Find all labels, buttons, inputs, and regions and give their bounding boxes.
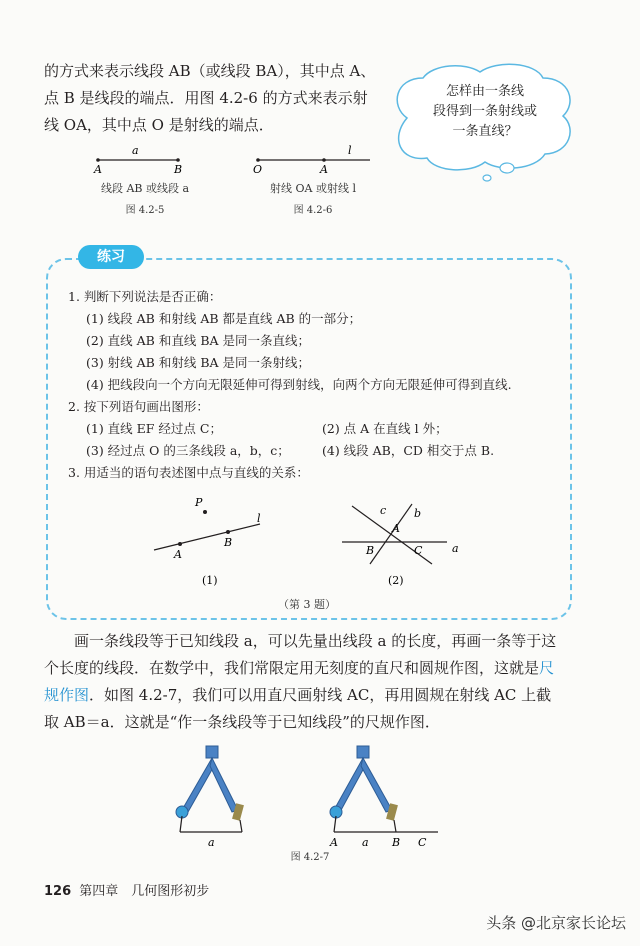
segment-point-A: A <box>94 163 102 176</box>
q1-item-1: (1) 线段 AB 和射线 AB 都是直线 AB 的一部分； <box>86 311 362 326</box>
fig1-P: P <box>195 496 203 509</box>
intro-line-1: 的方式来表示线段 AB（或线段 BA），其中点 A、 <box>44 62 376 80</box>
compass-figure-number: 图 4.2-7 <box>290 852 330 863</box>
q2-item-2: (2) 点 A 在直线 l 外； <box>322 421 448 436</box>
body-line-2: 个长度的线段．在数学中，我们常限定用无刻度的直尺和圆规作图，这就是 <box>44 659 540 677</box>
intro-paragraph <box>44 58 384 139</box>
fig1-A: A <box>174 548 182 561</box>
q1-item-4: (4) 把线段向一个方向无限延伸可得到射线，向两个方向无限延伸可得到直线. <box>86 377 512 392</box>
compass-left-a: a <box>208 836 215 849</box>
fig2-A: A <box>392 522 400 535</box>
term-highlight-2: 规作图 <box>44 686 90 704</box>
practice-tag: 练习 <box>78 245 144 269</box>
fig2-C: C <box>414 544 423 557</box>
compass-left-icon <box>176 746 244 832</box>
compass-right-a: a <box>362 836 369 849</box>
ray-label-l: l <box>348 144 352 157</box>
compass-right-icon <box>330 746 398 832</box>
compass-figure <box>160 740 460 865</box>
q3-figure-2-diagram <box>332 500 472 590</box>
ray-figure-number: 图 4.2-6 <box>293 205 333 216</box>
page-number: 126 <box>44 884 72 899</box>
segment-caption: 线段 AB 或线段 a <box>100 182 190 195</box>
q3-figure-2 <box>332 500 472 590</box>
fig1-label: (1) <box>202 574 218 587</box>
segment-label-a: a <box>132 144 139 157</box>
term-highlight-1: 尺 <box>539 659 555 677</box>
compass-right-A: A <box>330 836 338 849</box>
q1-item-2: (2) 直线 AB 和直线 BA 是同一条直线； <box>86 333 310 348</box>
q2-title: 2. 按下列语句画出图形： <box>68 399 209 414</box>
fig1-B: B <box>224 536 233 549</box>
q3-figure-1 <box>140 490 280 590</box>
ray-point-A: A <box>320 163 328 176</box>
q3-title: 3. 用适当的语句表述图中点与直线的关系： <box>68 465 309 480</box>
q1-title: 1. 判断下列说法是否正确： <box>68 289 222 304</box>
fig1-l: l <box>257 512 261 525</box>
segment-point-B: B <box>174 163 183 176</box>
q2-item-1: (1) 直线 EF 经过点 C； <box>86 421 222 436</box>
fig2-label: (2) <box>388 574 404 587</box>
q3-figure-1-diagram <box>140 490 280 590</box>
body-line-1: 画一条线段等于已知线段 a，可以先量出线段 a 的长度，再画一条等于这 <box>74 632 557 650</box>
practice-questions <box>68 286 568 484</box>
body-line-3: ．如图 4.2-7，我们可以用直尺画射线 AC，再用圆规在射线 AC 上截 <box>89 686 552 704</box>
fig2-c: c <box>380 504 387 517</box>
body-line-4: 取 AB＝a．这就是“作一条线段等于已知线段”的尺规作图． <box>44 713 440 731</box>
compass-right-C: C <box>418 836 427 849</box>
chapter-title: 第四章 几何图形初步 <box>79 884 210 899</box>
q2-item-4: (4) 线段 AB，CD 相交于点 B. <box>322 443 495 458</box>
thought-bubble <box>385 58 580 188</box>
figure-segment <box>80 140 210 220</box>
fig2-a: a <box>452 542 459 555</box>
ray-point-O: O <box>253 163 263 176</box>
watermark: 头条 @北京家长论坛 <box>486 914 626 932</box>
fig2-B: B <box>366 544 375 557</box>
figure-ray <box>248 140 378 220</box>
body-paragraph <box>44 628 604 736</box>
q1-item-3: (3) 射线 AB 和射线 BA 是同一条射线； <box>86 355 310 370</box>
bubble-line-2: 段得到一条射线或 <box>432 104 537 119</box>
ray-diagram <box>248 140 378 182</box>
bubble-line-3: 一条直线？ <box>452 124 518 139</box>
segment-diagram <box>80 140 210 182</box>
q3-caption: （第 3 题） <box>278 598 336 611</box>
segment-figure-number: 图 4.2-5 <box>125 205 165 216</box>
q2-item-3: (3) 经过点 O 的三条线段 a，b，c； <box>86 443 290 458</box>
intro-line-2: 点 B 是线段的端点．用图 4.2-6 的方式来表示射 <box>44 89 368 107</box>
ray-caption: 射线 OA 或射线 l <box>270 182 356 195</box>
fig2-b: b <box>414 507 422 520</box>
intro-line-3: 线 OA，其中点 O 是射线的端点． <box>44 116 274 134</box>
bubble-line-1: 怎样由一条线 <box>445 84 524 99</box>
page-footer <box>44 880 209 899</box>
compass-right-B: B <box>392 836 401 849</box>
compass-diagram <box>160 740 460 865</box>
bubble-text <box>410 82 560 142</box>
